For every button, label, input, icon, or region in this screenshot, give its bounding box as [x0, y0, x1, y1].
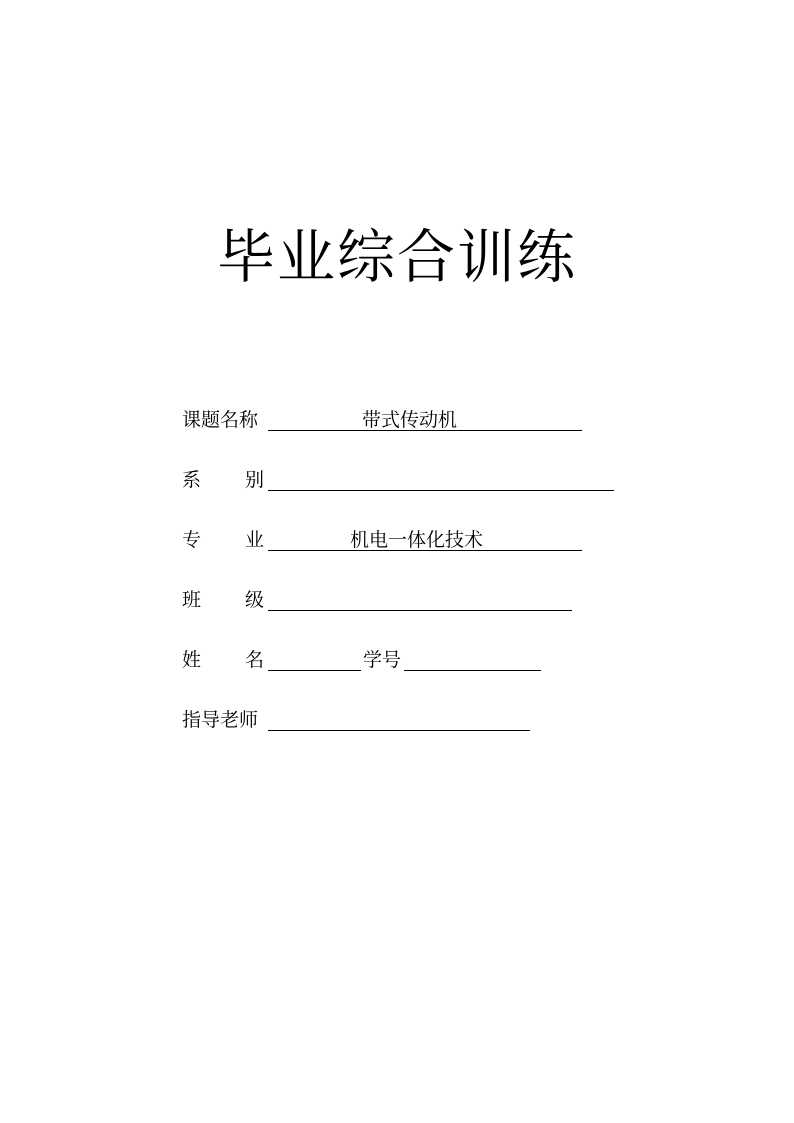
- major-value: 机电一体化技术: [350, 529, 484, 551]
- major-label-char1: 专: [182, 529, 202, 551]
- major-row: [182, 526, 602, 556]
- class-label-char2: 级: [245, 589, 265, 611]
- name-label-char2: 名: [245, 649, 265, 671]
- name-row: [182, 646, 562, 676]
- department-label-char2: 别: [245, 469, 265, 491]
- topic-value: 带式传动机: [362, 409, 458, 431]
- class-label-char1: 班: [182, 589, 202, 611]
- advisor-underline: [268, 730, 530, 731]
- advisor-row: [182, 706, 562, 736]
- name-label-char1: 姓: [182, 649, 202, 671]
- class-underline: [268, 610, 572, 611]
- name-underline: [268, 670, 361, 671]
- class-row: [182, 586, 602, 616]
- department-label-char1: 系: [182, 469, 202, 491]
- student-id-underline: [404, 670, 541, 671]
- topic-label: 课题名称: [182, 409, 259, 431]
- student-id-label: 学号: [363, 649, 402, 671]
- department-row: [182, 466, 622, 496]
- topic-row: [182, 406, 602, 436]
- document-title: 毕业综合训练: [216, 223, 577, 291]
- major-label-char2: 业: [245, 529, 265, 551]
- department-underline: [268, 490, 614, 491]
- advisor-label: 指导老师: [182, 709, 259, 731]
